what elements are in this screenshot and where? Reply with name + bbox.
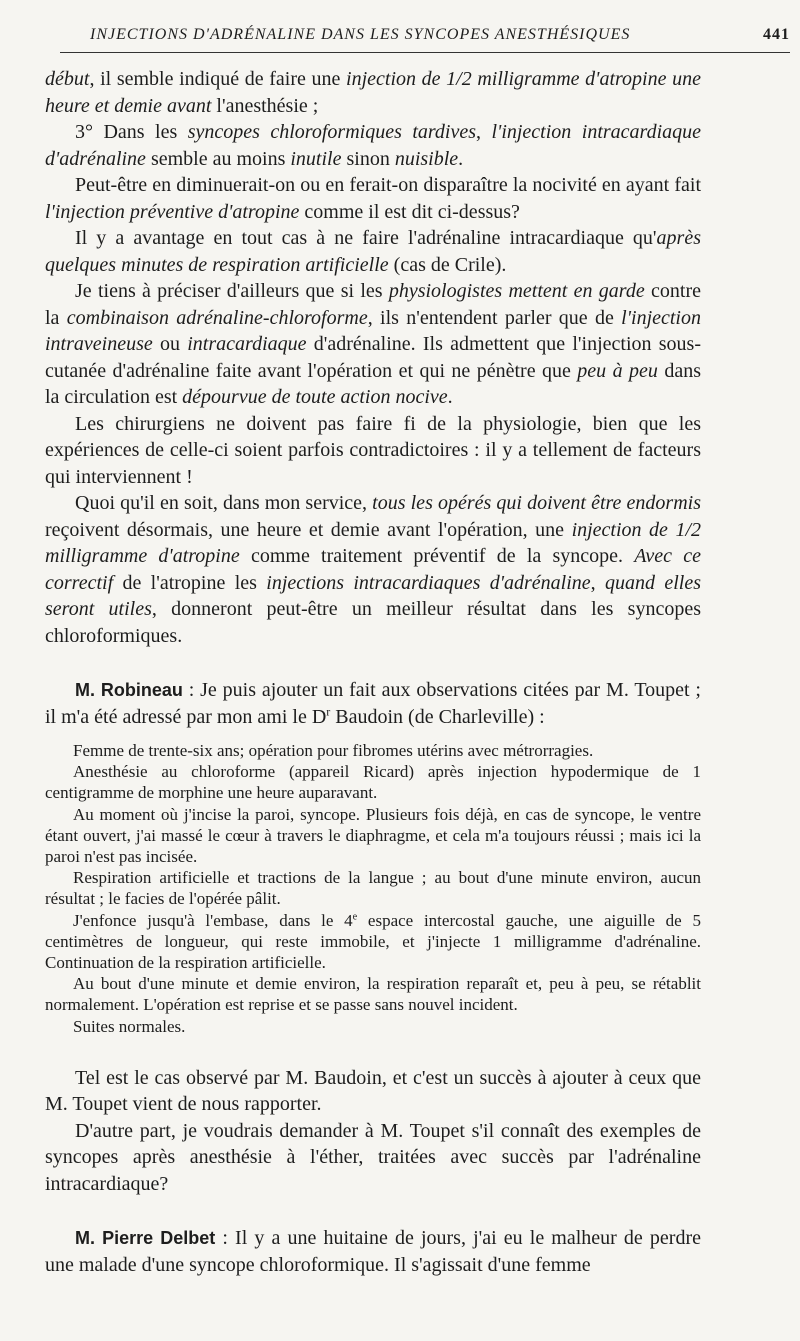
- quote-line-7: Suites normales.: [73, 1016, 186, 1036]
- p5-d: combinaison adrénaline-chloroforme: [66, 306, 368, 329]
- paragraph-delbet: [45, 1225, 701, 1278]
- p2-i: .: [458, 147, 464, 170]
- p1-a: début: [45, 68, 90, 90]
- speaker-name: M. Robineau: [75, 680, 183, 700]
- p5-e: , ils n'entendent parler que de: [367, 306, 622, 329]
- p7-c: reçoivent désormais, une heure et demie avant l'opération, une: [45, 518, 572, 541]
- paragraph-robineau: [45, 677, 701, 730]
- p8-b: Baudoin (de Charleville) :: [330, 705, 545, 728]
- p3-b: l'injection préventive d'atropine: [45, 200, 300, 223]
- paragraph-4: [45, 225, 701, 278]
- quote-line-4: Respiration artificielle et tractions de la langue ; au bout d'une minute environ, aucun résultat ; le facies de l'opérée pâlit.: [45, 868, 701, 909]
- p7-b: tous les opérés qui doivent être endormis: [372, 492, 701, 514]
- p2-e: semble au moins: [145, 147, 291, 170]
- quoted-case-report: [45, 740, 701, 1037]
- quote-line-5: [45, 910, 701, 974]
- p7-k: , donneront peut-être un meilleur résultat dans les syncopes chloroformiques.: [45, 598, 701, 647]
- p5-m: .: [447, 386, 453, 408]
- quote-line-3: Au moment où j'incise la paroi, syncope. Plusieurs fois déjà, en cas de syncope, le ventre étant ouvert, j'ai massé le cœur à travers le diaphragme, et cela m'a toujours réussi ; mais ici la paroi n'est pas incisée.: [45, 804, 701, 867]
- p5-i: d'adrénaline. Ils admettent que l'injection sous-cutanée d'adrénaline faite avant l'opération et qui ne pénètre que: [45, 333, 701, 382]
- paragraph-2: [45, 119, 701, 172]
- q5-a: J'enfonce jusqu'à l'embase, dans le 4: [73, 910, 353, 930]
- p5-b: physiologistes mettent en garde: [388, 280, 645, 302]
- running-header-title: INJECTIONS D'ADRÉNALINE DANS LES SYNCOPES ANESTHÉSIQUES: [90, 26, 631, 43]
- p5-a: Je tiens à préciser d'ailleurs que si les: [75, 280, 389, 302]
- p7-g: de l'atropine les: [113, 571, 267, 594]
- p5-c: contre la: [45, 280, 701, 329]
- p2-g: sinon: [341, 147, 395, 170]
- paragraph-6: Les chirurgiens ne doivent pas faire fi de la physiologie, bien que les expériences de celle-ci soient parfois contradictoires : il y a tellement de facteurs qui interviennent !: [45, 412, 701, 488]
- q5-b: espace intercostal gauche, une aiguille de 5 centimètres de longueur, qui reste immobile, et j'injecte 1 milligramme d'adrénaline. Continuation de la respiration artificielle.: [45, 910, 701, 973]
- p5-f: l'injection intraveineuse: [45, 306, 701, 355]
- p1-b: , il semble indiqué de faire une: [89, 68, 347, 90]
- paragraph-5: [45, 278, 701, 411]
- p4-a: Il y a avantage en tout cas à ne faire l'adrénaline intracardiaque qu': [75, 227, 657, 249]
- paragraph-10: D'autre part, je voudrais demander à M. Toupet s'il connaît des exemples de syncopes après anesthésie à l'éther, traitées avec succès par l'adrénaline intracardiaque?: [45, 1119, 701, 1195]
- quote-line-6: Au bout d'une minute et demie environ, la respiration reparaît et, peu à peu, se rétablit normalement. L'opération est reprise et se passe sans nouvel incident.: [45, 974, 701, 1015]
- p5-l: dépourvue de toute action nocive: [182, 386, 448, 408]
- p2-b: syncopes chloroformiques tardives: [187, 121, 477, 143]
- p7-j: quand elles seront utiles: [45, 571, 702, 620]
- paragraph-9: Tel est le cas observé par M. Baudoin, et c'est un succès à ajouter à ceux que M. Toupet vient de nous rapporter.: [45, 1066, 701, 1116]
- p7-i: ,: [590, 571, 606, 594]
- p3-a: Peut-être en diminuerait-on ou en ferait-on disparaître la nocivité en ayant fait: [75, 174, 701, 196]
- p7-h: injections intracardiaques d'adrénaline: [266, 571, 591, 594]
- p7-e: comme traitement préventif de la syncope.: [239, 545, 635, 567]
- p5-g: ou: [152, 333, 188, 355]
- p2-c: ,: [476, 121, 492, 143]
- q5-sup: e: [352, 910, 358, 922]
- paragraph-1: [45, 66, 701, 119]
- body-text: [45, 66, 701, 1278]
- p2-d: l'injection intracardiaque d'adrénaline: [45, 121, 702, 170]
- p4-c: (cas de Crile).: [388, 253, 507, 276]
- page-number: 441: [763, 26, 790, 43]
- paragraph-3: [45, 172, 701, 225]
- p1-c: injection de 1/2 milligramme d'atropine une heure et demie avant: [45, 68, 701, 117]
- p11-a: : Il y a une huitaine de jours, j'ai eu le malheur de perdre une malade d'une syncope chloroformique. Il s'agissait d'une femme: [45, 1227, 701, 1276]
- p4-b: après quelques minutes de respiration artificielle: [45, 227, 701, 276]
- p8-sup: r: [326, 703, 331, 718]
- p5-j: peu à peu: [577, 359, 658, 382]
- speaker-name: M. Pierre Delbet: [75, 1228, 216, 1249]
- header-rule: [60, 52, 790, 53]
- running-header: [90, 26, 790, 44]
- quote-line-2: Anesthésie au chloroforme (appareil Ricard) après injection hypodermique de 1 centigramme de morphine une heure auparavant.: [45, 762, 701, 803]
- p3-c: comme il est dit ci-dessus?: [299, 200, 520, 223]
- p1-d: l'anesthésie ;: [211, 94, 319, 117]
- p7-f: Avec ce correctif: [45, 545, 701, 594]
- p2-f: inutile: [290, 147, 342, 170]
- p5-h: intracardiaque: [187, 333, 307, 355]
- p8-a: : Je puis ajouter un fait aux observations citées par M. Toupet ; il m'a été adressé par mon ami le D: [45, 679, 701, 728]
- p2-h: nuisible: [394, 147, 459, 170]
- p7-d: injection de 1/2 milligramme d'atropine: [45, 518, 701, 567]
- paragraph-7: [45, 490, 701, 649]
- p5-k: dans la circulation est: [45, 359, 701, 408]
- p7-a: Quoi qu'il en soit, dans mon service,: [75, 492, 373, 514]
- p2-a: 3° Dans les: [75, 121, 188, 143]
- quote-line-1: Femme de trente-six ans; opération pour fibromes utérins avec métrorragies.: [73, 741, 594, 760]
